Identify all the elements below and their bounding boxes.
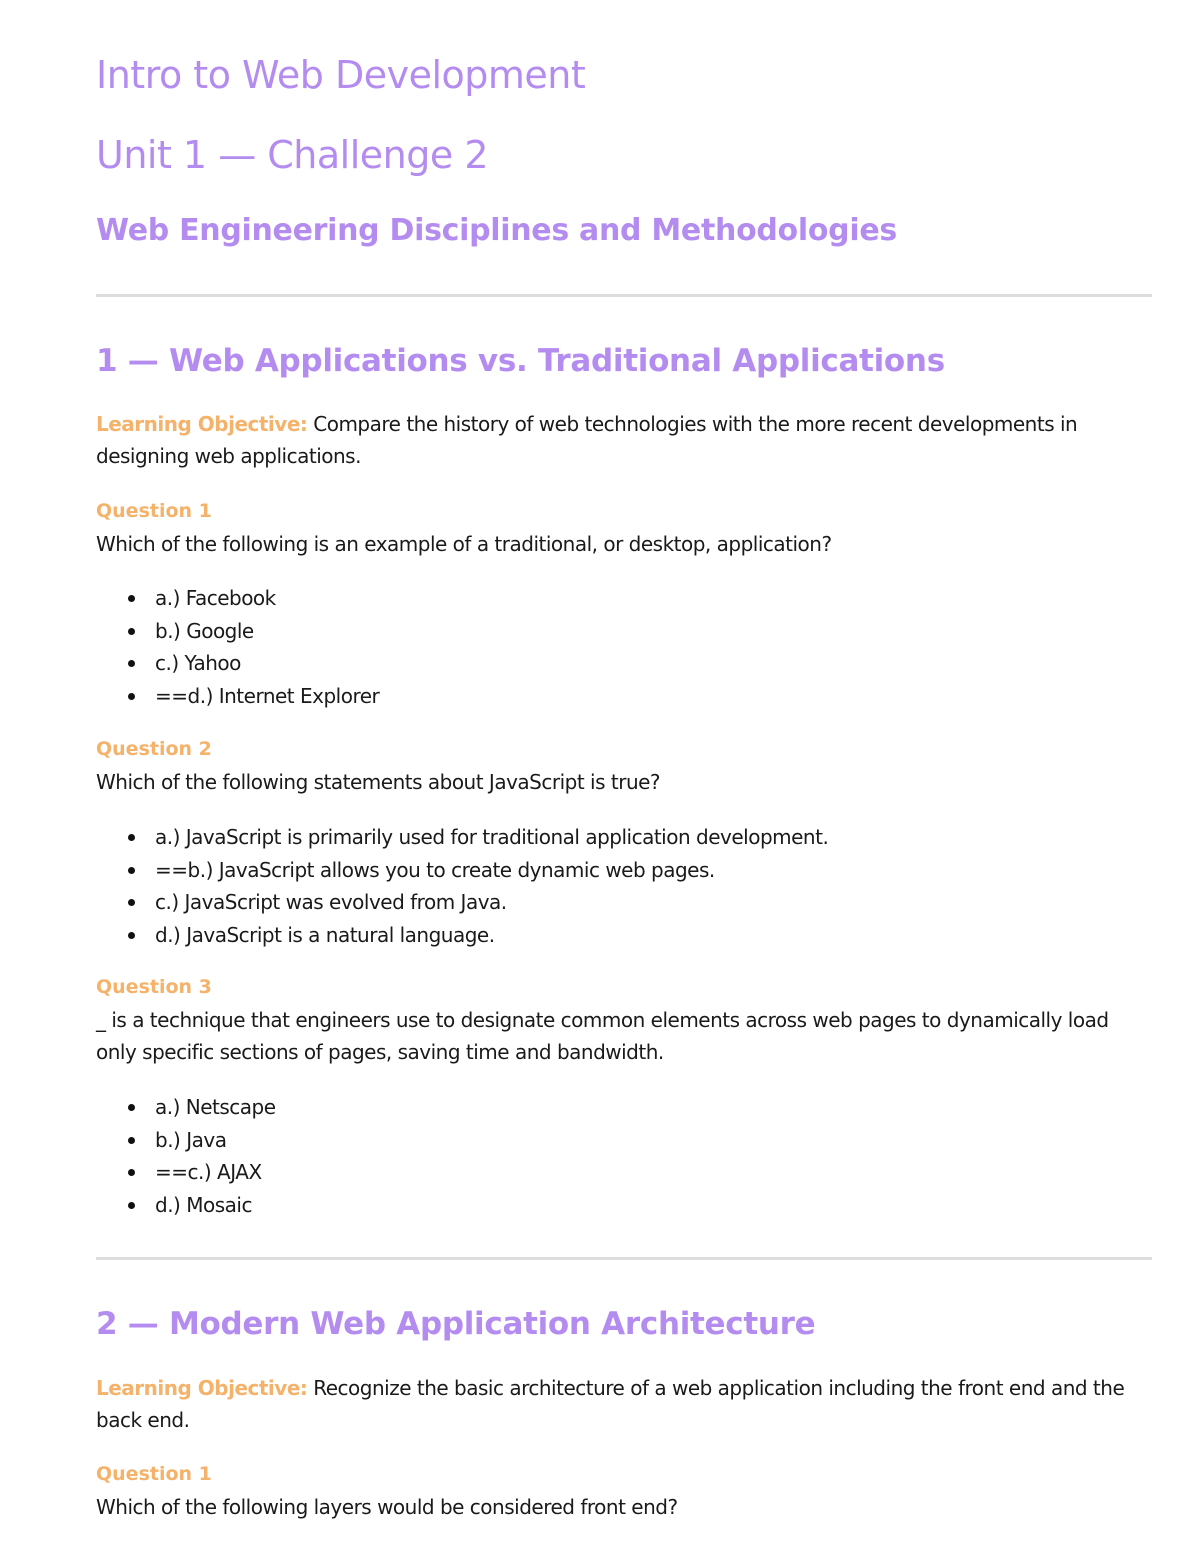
answer-option bbox=[96, 919, 828, 952]
answer-option-text: ==d.) Internet Explorer bbox=[155, 683, 380, 708]
question-label: Question 1 bbox=[96, 500, 212, 522]
course-title: Intro to Web Development bbox=[96, 53, 586, 97]
question-text: Which of the following layers would be considered front end? bbox=[96, 1495, 678, 1519]
bullet-icon bbox=[128, 1202, 135, 1209]
section-1-objective bbox=[96, 408, 1152, 472]
answer-option-text: ==c.) AJAX bbox=[155, 1160, 262, 1184]
bullet-icon bbox=[128, 660, 135, 667]
answer-option-text: b.) Java bbox=[155, 1127, 227, 1152]
answer-option-text: a.) Facebook bbox=[155, 586, 276, 610]
answer-options bbox=[96, 582, 379, 712]
answer-option bbox=[96, 647, 379, 680]
answer-options bbox=[96, 1091, 276, 1221]
section-1-title: 1 — Web Applications vs. Traditional Applications bbox=[96, 343, 945, 379]
answer-option bbox=[96, 886, 828, 919]
question-text: Which of the following statements about JavaScript is true? bbox=[96, 770, 661, 794]
answer-option-text: a.) Netscape bbox=[155, 1095, 276, 1119]
question-label: Question 1 bbox=[96, 1463, 212, 1485]
topic-title: Web Engineering Disciplines and Methodologies bbox=[96, 213, 897, 248]
answer-option-text: ==b.) JavaScript allows you to create dynamic web pages. bbox=[155, 857, 715, 882]
bullet-icon bbox=[128, 1169, 135, 1176]
section-2-title: 2 — Modern Web Application Architecture bbox=[96, 1306, 816, 1342]
answer-option-text: d.) Mosaic bbox=[155, 1192, 252, 1217]
bullet-icon bbox=[128, 899, 135, 906]
bullet-icon bbox=[128, 628, 135, 635]
bullet-icon bbox=[128, 867, 135, 874]
answer-option-text: b.) Google bbox=[155, 618, 254, 643]
bullet-icon bbox=[128, 834, 135, 841]
bullet-icon bbox=[128, 932, 135, 939]
objective-label: Learning Objective: bbox=[96, 1376, 308, 1400]
unit-title: Unit 1 — Challenge 2 bbox=[96, 133, 489, 177]
objective-label: Learning Objective: bbox=[96, 412, 308, 436]
bullet-icon bbox=[128, 1137, 135, 1144]
answer-option bbox=[96, 821, 828, 854]
answer-option bbox=[96, 1156, 276, 1189]
objective-text: Recognize the basic architecture of a web application including the front end and the back end. bbox=[96, 1376, 1125, 1432]
question-text: _ is a technique that engineers use to designate common elements across web pages to dynamically load only specific sections of pages, saving time and bandwidth. bbox=[96, 1008, 1109, 1064]
answer-options bbox=[96, 821, 828, 951]
answer-option bbox=[96, 854, 828, 887]
answer-option bbox=[96, 1091, 276, 1124]
answer-option-text: d.) JavaScript is a natural language. bbox=[155, 922, 495, 947]
answer-option bbox=[96, 615, 379, 648]
answer-option-text: a.) JavaScript is primarily used for traditional application development. bbox=[155, 825, 829, 849]
answer-option bbox=[96, 680, 379, 713]
bullet-icon bbox=[128, 1104, 135, 1111]
answer-option-text: c.) JavaScript was evolved from Java. bbox=[155, 890, 507, 914]
bullet-icon bbox=[128, 595, 135, 602]
answer-option bbox=[96, 1124, 276, 1157]
question-label: Question 3 bbox=[96, 976, 212, 998]
section-divider bbox=[96, 1257, 1152, 1260]
question-label: Question 2 bbox=[96, 738, 212, 760]
bullet-icon bbox=[128, 693, 135, 700]
answer-option bbox=[96, 1189, 276, 1222]
section-2-objective bbox=[96, 1372, 1152, 1436]
answer-option-text: c.) Yahoo bbox=[155, 651, 241, 675]
section-divider bbox=[96, 294, 1152, 297]
objective-text: Compare the history of web technologies with the more recent developments in designing web applications. bbox=[96, 412, 1078, 468]
question-text: Which of the following is an example of a traditional, or desktop, application? bbox=[96, 532, 832, 556]
answer-option bbox=[96, 582, 379, 615]
